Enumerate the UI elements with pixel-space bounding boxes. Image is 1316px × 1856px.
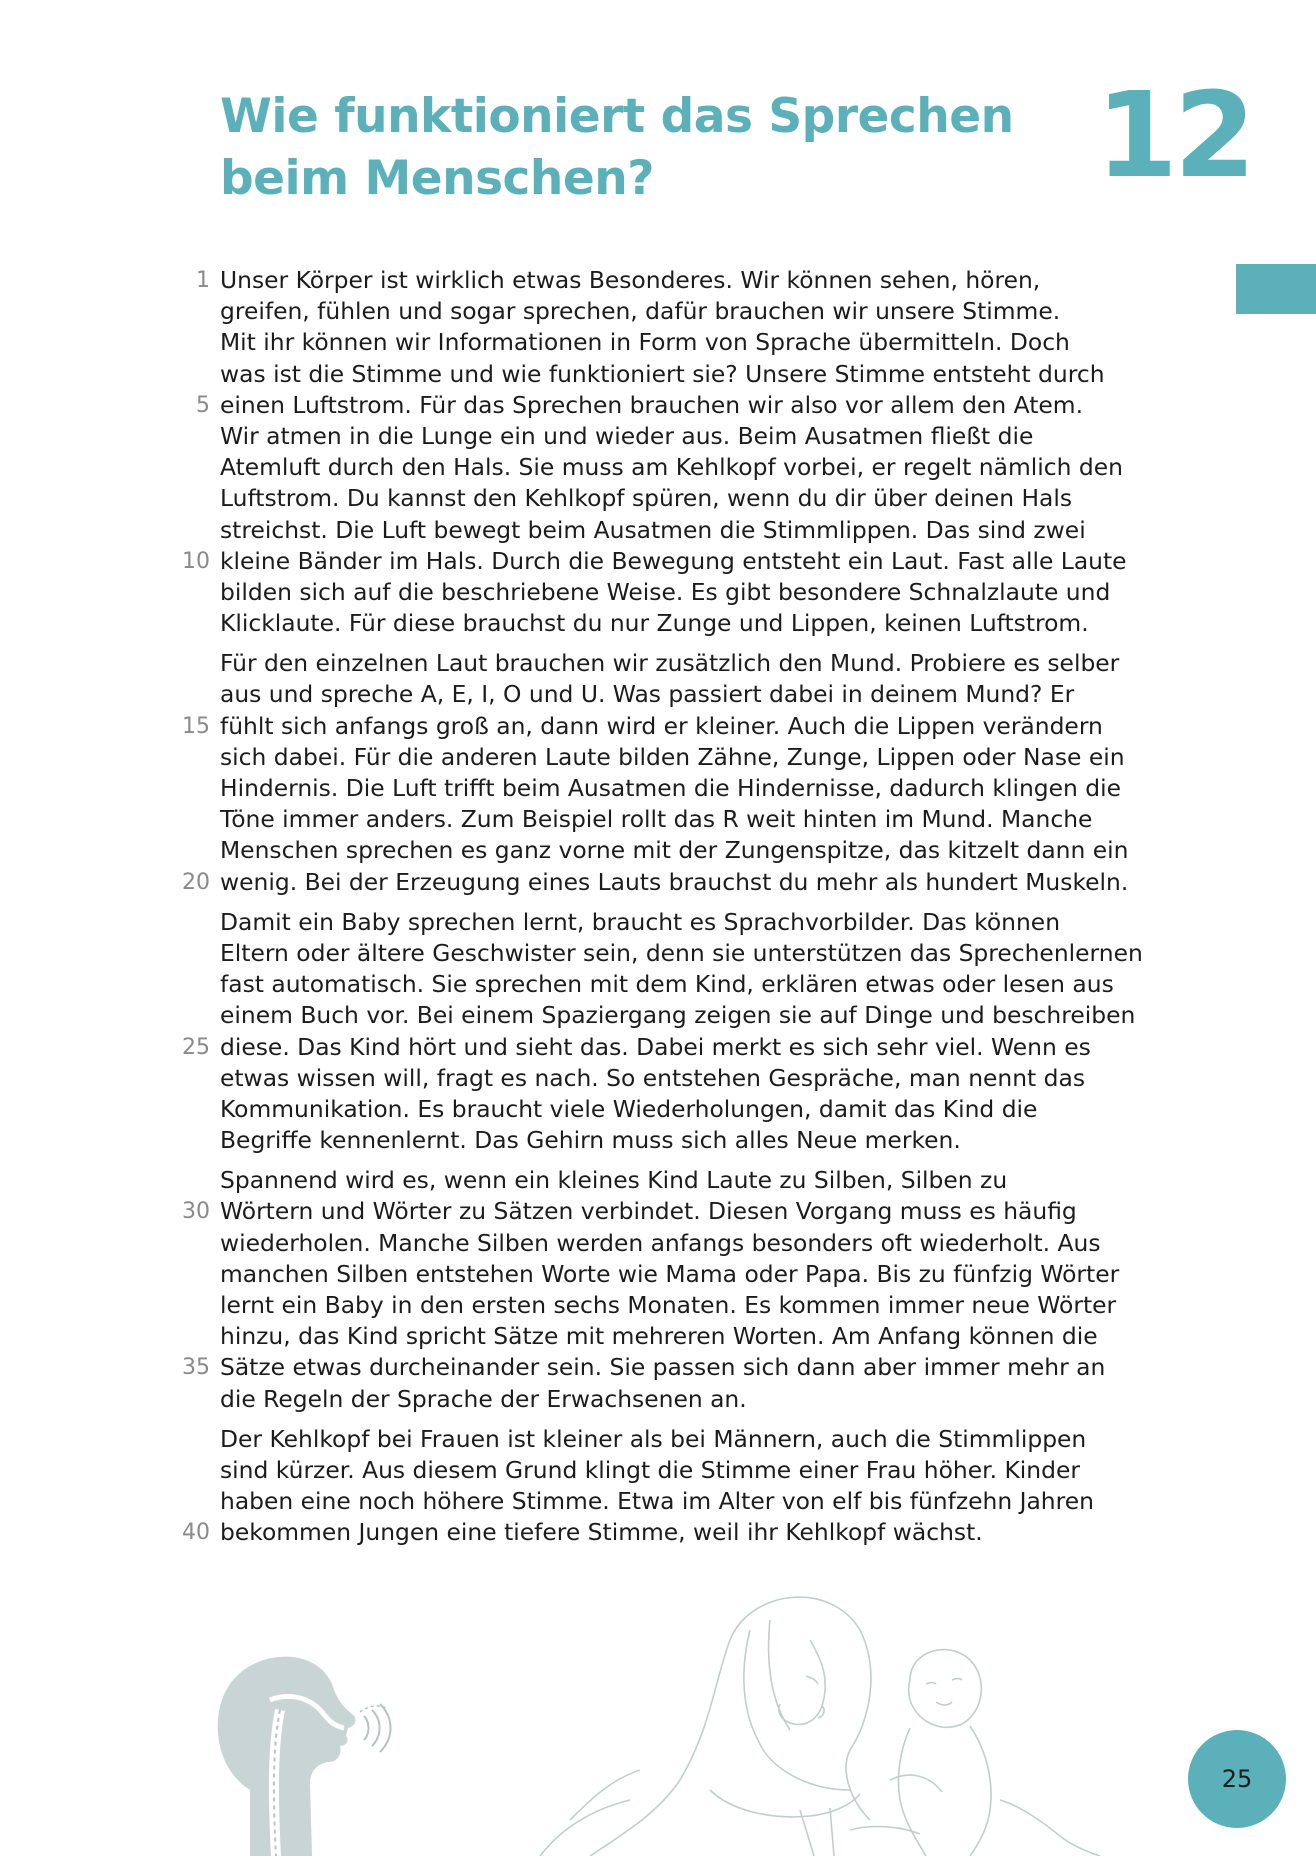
text-line [220,1063,1220,1094]
line-text: Hindernis. Die Luft trifft beim Ausatmen die Hindernisse, dadurch klingen die [220,774,1122,802]
head-profile-icon [218,1657,391,1856]
line-text: greifen, fühlen und sogar sprechen, dafür brauchen wir unsere Stimme. [220,297,1061,326]
line-text: Wörtern und Wörter zu Sätzen verbindet. Diesen Vorgang muss es häufig [220,1197,1077,1226]
line-text: aus und spreche A, E, I, O und U. Was passiert dabei in deinem Mund? Er [220,680,1075,709]
line-number: 1 [196,268,210,293]
page-title: Wie funktioniert das Sprechen beim Menschen? [220,89,1014,206]
line-text: einen Luftstrom. Für das Sprechen brauchen wir also vor allem den Atem. [220,390,1084,419]
line-number: 20 [182,869,210,895]
text-line [220,907,1220,938]
line-text: Atemluft durch den Hals. Sie muss am Kehlkopf vorbei, er regelt nämlich den [220,453,1123,482]
line-text: lernt ein Baby in den ersten sechs Monaten. Es kommen immer neue Wörter [220,1291,1117,1319]
paragraph [182,907,1220,1157]
line-number: 35 [182,1355,210,1381]
text-line [182,1517,1220,1548]
text-line [220,1094,1220,1125]
chapter-number: 12 [1095,66,1252,204]
body-text [182,265,1220,1558]
line-number: 5 [196,392,210,418]
text-line [220,679,1220,710]
line-text: Luftstrom. Du kannst den Kehlkopf spüren, wenn du dir über deinen Hals [220,484,1073,513]
line-text: die Regeln der Sprache der Erwachsenen an. [220,1384,747,1413]
line-text: Kommunikation. Es braucht viele Wiederholungen, damit das Kind die [220,1094,1038,1123]
text-line [220,327,1220,358]
line-text: bilden sich auf die beschriebene Weise. Es gibt besondere Schnalzlaute und [220,577,1111,606]
page-number: 25 [1221,1765,1253,1793]
text-line [220,1424,1220,1455]
paragraph [182,1165,1220,1415]
line-text: Damit ein Baby sprechen lernt, braucht es Sprachvorbilder. Das können [220,907,1061,936]
line-text: Der Kehlkopf bei Frauen ist kleiner als bei Männern, auch die Stimmlippen [220,1424,1087,1453]
page-number-badge [1188,1730,1286,1828]
text-line [196,390,1220,421]
paragraph [182,265,1220,639]
text-line [182,1352,1220,1383]
line-text: einem Buch vor. Bei einem Spaziergang zeigen sie auf Dinge und beschreiben [220,1001,1136,1030]
text-line [220,296,1220,327]
line-text: streichst. Die Luft bewegt beim Ausatmen die Stimmlippen. Das sind zwei [220,515,1086,544]
text-line [220,969,1220,1000]
text-line [220,359,1220,390]
line-text: Eltern oder ältere Geschwister sein, denn sie unterstützen das Sprechenlernen [220,938,1143,967]
text-line [182,1196,1220,1227]
text-line [220,421,1220,452]
paragraph [182,1424,1220,1549]
line-text: haben eine noch höhere Stimme. Etwa im Alter von elf bis fünfzehn Jahren [220,1487,1094,1516]
line-text: etwas wissen will, fragt es nach. So entstehen Gespräche, man nennt das [220,1063,1086,1092]
line-text: bekommen Jungen eine tiefere Stimme, weil ihr Kehlkopf wächst. [220,1518,983,1547]
speech-illustration [210,1580,1170,1856]
line-text: wiederholen. Manche Silben werden anfangs besonders oft wiederholt. Aus [220,1228,1101,1257]
text-line [220,1455,1220,1486]
text-line [220,1259,1220,1290]
text-line [220,835,1220,866]
line-text: sind kürzer. Aus diesem Grund klingt die Stimme einer Frau höher. Kinder [220,1455,1080,1484]
text-line [220,1000,1220,1031]
text-line [220,1125,1220,1156]
line-number: 40 [182,1520,210,1546]
text-line [182,711,1220,742]
text-line [220,608,1220,639]
text-line [220,515,1220,546]
text-line [196,265,1220,296]
text-line [220,804,1220,835]
paragraph [182,648,1220,898]
line-text: was ist die Stimme und wie funktioniert sie? Unsere Stimme entsteht durch [220,359,1105,388]
text-line [220,1321,1220,1352]
text-line [220,773,1220,804]
line-text: hinzu, das Kind spricht Sätze mit mehreren Worten. Am Anfang können die [220,1322,1098,1351]
line-text: Für den einzelnen Laut brauchen wir zusätzlich den Mund. Probiere es selber [220,649,1120,678]
line-text: Mit ihr können wir Informationen in Form von Sprache übermitteln. Doch [220,328,1070,357]
line-text: manchen Silben entstehen Worte wie Mama oder Papa. Bis zu fünfzig Wörter [220,1259,1120,1288]
chapter-tab-marker [1236,264,1316,314]
line-text: Sätze etwas durcheinander sein. Sie passen sich dann aber immer mehr an [220,1353,1106,1382]
text-line [220,648,1220,679]
line-text: Menschen sprechen es ganz vorne mit der Zungenspitze, das kitzelt dann ein [220,836,1129,865]
line-text: kleine Bänder im Hals. Durch die Bewegung entsteht ein Laut. Fast alle Laute [220,546,1127,575]
text-line [220,577,1220,608]
text-line [220,1228,1220,1259]
line-text: wenig. Bei der Erzeugung eines Lauts brauchst du mehr als hundert Muskeln. [220,867,1129,896]
text-line [220,483,1220,514]
line-number: 15 [182,713,210,739]
text-line [220,1384,1220,1415]
line-number: 30 [182,1199,210,1225]
line-text: Klicklaute. Für diese brauchst du nur Zunge und Lippen, keinen Luftstrom. [220,609,1089,638]
line-text: Spannend wird es, wenn ein kleines Kind Laute zu Silben, Silben zu [220,1166,1008,1195]
line-number: 10 [182,548,210,574]
text-line [220,1165,1220,1196]
text-line [220,452,1220,483]
line-number: 25 [182,1034,210,1060]
text-line [182,867,1220,898]
text-line [220,1486,1220,1517]
line-text: fast automatisch. Sie sprechen mit dem Kind, erklären etwas oder lesen aus [220,970,1114,999]
line-text: Töne immer anders. Zum Beispiel rollt das R weit hinten im Mund. Manche [220,805,1093,834]
mother-baby-sketch [540,1597,1100,1856]
text-line [220,1290,1220,1321]
text-line [220,938,1220,969]
line-text: sich dabei. Für die anderen Laute bilden Zähne, Zunge, Lippen oder Nase ein [220,742,1125,771]
text-line [182,1032,1220,1063]
line-text: fühlt sich anfangs groß an, dann wird er kleiner. Auch die Lippen verändern [220,711,1103,740]
line-text: diese. Das Kind hört und sieht das. Dabei merkt es sich sehr viel. Wenn es [220,1032,1091,1061]
line-text: Unser Körper ist wirklich etwas Besonderes. Wir können sehen, hören, [220,266,1041,294]
text-line [220,742,1220,773]
text-line [182,546,1220,577]
line-text: Wir atmen in die Lunge ein und wieder aus. Beim Ausatmen fließt die [220,421,1034,450]
line-text: Begriffe kennenlernt. Das Gehirn muss sich alles Neue merken. [220,1126,961,1155]
